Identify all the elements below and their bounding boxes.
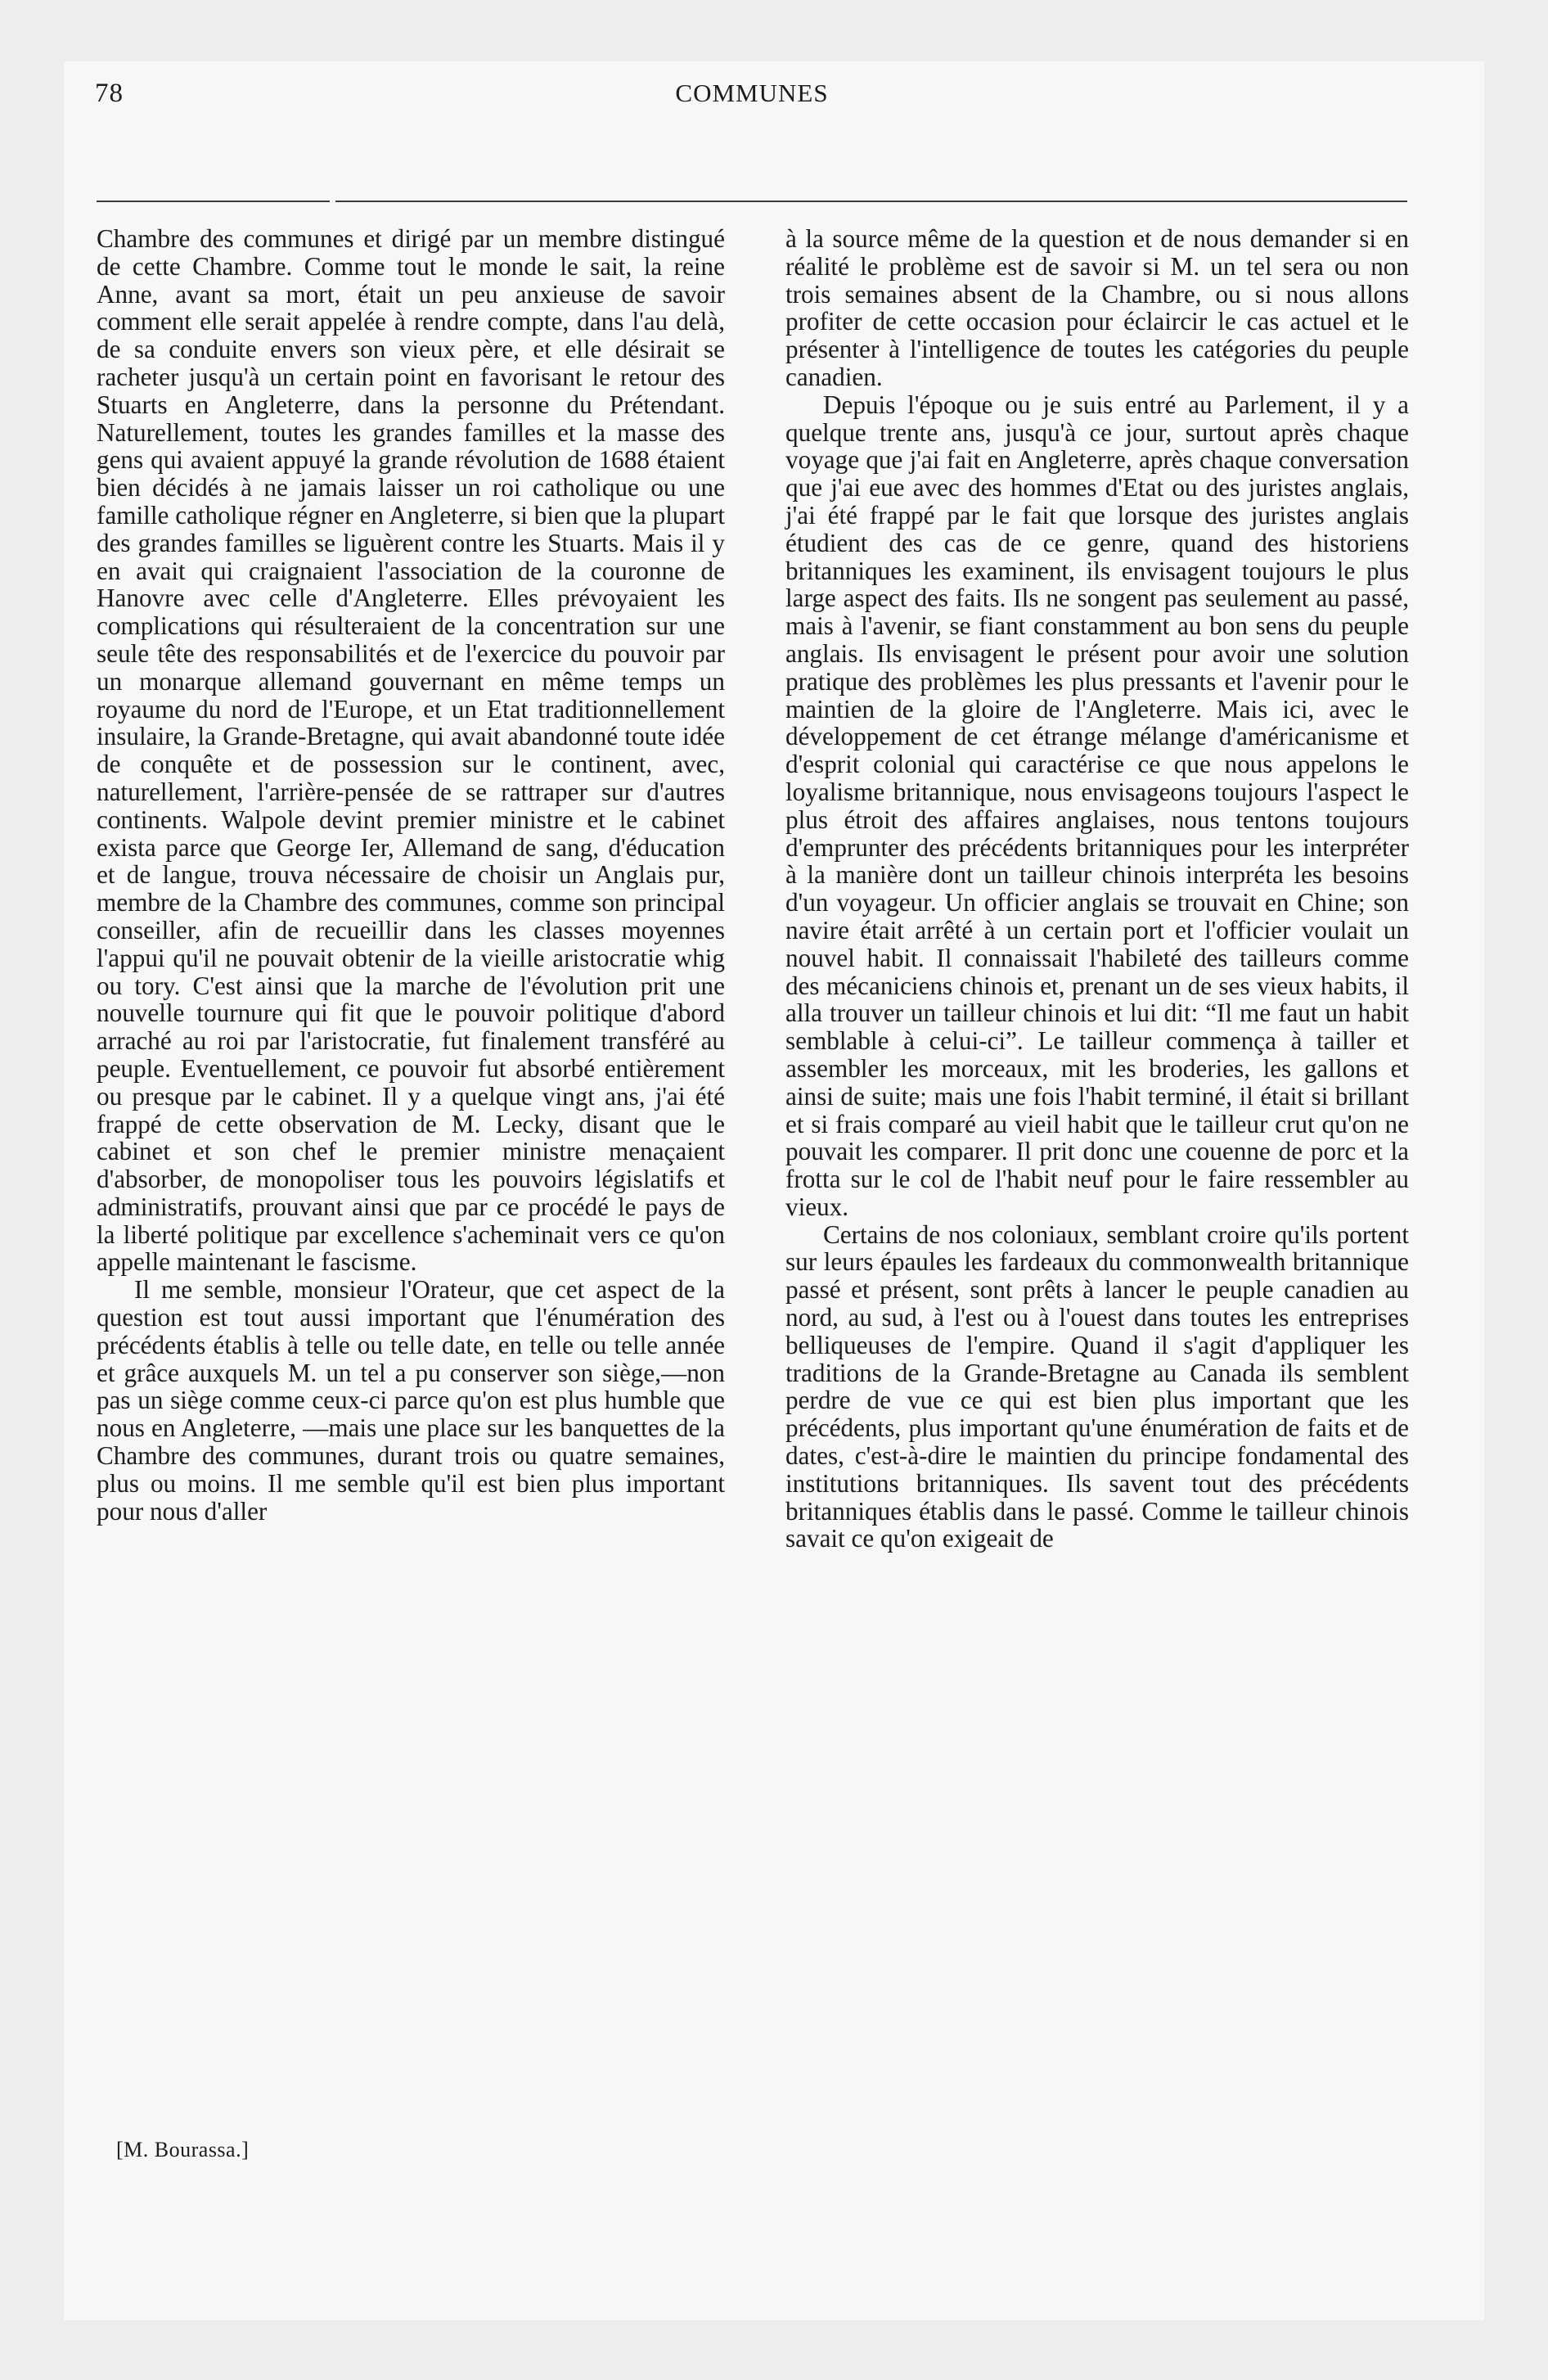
paragraph: Certains de nos coloniaux, semblant croire qu'ils portent sur leurs épaules les fardeaux du commonwealth britannique passé et présent, sont prêts à lancer le peuple canadien au nord, au sud, à l'est ou à l'ouest dans toutes les entreprises belliqueuses de l'empire. Quand il s'agit d'appliquer les traditions de la Grande-Bretagne au Canada ils semblent perdre de vue ce qui est bien plus important que les précédents, plus important qu'une énumération de faits et de dates, c'est-à-dire le maintien du principe fondamental des institutions britanniques. Ils savent tout des précédents britanniques établis dans le passé. Comme le tailleur chinois savait ce qu'on exigeait de: [785, 1219, 1409, 1553]
page-number: 78: [95, 79, 124, 108]
left-column: [97, 225, 725, 1525]
header-rule-left: [97, 201, 330, 202]
running-head: COMMUNES: [675, 79, 829, 107]
paragraph: Il me semble, monsieur l'Orateur, que cet aspect de la question est tout aussi important que l'énumération des précédents établis à telle ou telle date, en telle ou telle année et grâce auxquels M. un tel a pu conserver son siège,—non pas un siège comme ceux-ci parce qu'on est plus humble que nous en Angleterre, —mais une place sur les banquettes de la Chambre des communes, durant trois ou quatre semaines, plus ou moins. Il me semble qu'il est bien plus important pour nous d'aller: [97, 1275, 725, 1526]
paragraph: Depuis l'époque ou je suis entré au Parlement, il y a quelque trente ans, jusqu'à ce jour, surtout après chaque voyage que j'ai fait en Angleterre, après chaque conversation que j'ai eue avec des hommes d'Etat ou des juristes anglais, j'ai été frappé par le fait que lorsque des juristes anglais étudient des cas de ce genre, quand des historiens britanniques les examinent, ils envisagent toujours le plus large aspect des faits. Ils ne songent pas seulement au passé, mais à l'avenir, se fiant constamment au bon sens du peuple anglais. Ils envisagent le présent pour avoir une solution pratique des problèmes les plus pressants et l'avenir pour le maintien de la gloire de l'Angleterre. Mais ici, avec le développement de cet étrange mélange d'américanisme et d'esprit colonial qui caractérise ce que nous appelons le loyalisme britannique, nous envisageons toujours l'aspect le plus étroit des affaires anglaises, nous tentons toujours d'emprunter des précédents britanniques pour les interpréter à la manière dont un tailleur chinois interpréta les besoins d'un voyageur. Un officier anglais se trouvait en Chine; son navire était arrêté à un certain port et l'officier voulait un nouvel habit. Il connaissait l'habileté des tailleurs comme des mécaniciens chinois et, prenant un de ses vieux habits, il alla trouver un tailleur chinois et lui dit: “Il me faut un habit semblable à celui-ci”. Le tailleur commença à tailler et assembler les morceaux, mit les broderies, les gallons et ainsi de suite; mais une fois l'habit terminé, il était si brillant et si frais comparé au vieil habit que le tailleur crut qu'on ne pouvait les comparer. Il prit donc une couenne de porc et la frotta sur le col de l'habit neuf pour le faire ressembler au vieux.: [785, 390, 1409, 1221]
header-rule-right: [335, 201, 1407, 202]
page-header: [95, 79, 1409, 128]
paragraph: à la source même de la question et de nous demander si en réalité le problème est de savoir si M. un tel sera ou non trois semaines absent de la Chambre, ou si nous allons profiter de cette occasion pour éclaircir le cas actuel et le présenter à l'intelligence de toutes les catégories du peuple canadien.: [785, 224, 1409, 391]
speaker-attribution: [M. Bourassa.]: [116, 2138, 250, 2161]
right-column: [785, 225, 1409, 1553]
paragraph: Chambre des communes et dirigé par un membre distingué de cette Chambre. Comme tout le monde le sait, la reine Anne, avant sa mort, était un peu anxieuse de savoir comment elle serait appelée à rendre compte, dans l'au delà, de sa conduite envers son vieux père, et elle désirait se racheter jusqu'à un certain point en favorisant le retour des Stuarts en Angleterre, dans la personne du Prétendant. Naturellement, toutes les grandes familles et la masse des gens qui avaient appuyé la grande révolution de 1688 étaient bien décidés à ne jamais laisser un roi catholique ou une famille catholique régner en Angleterre, si bien que la plupart des grandes familles se liguèrent contre les Stuarts. Mais il y en avait qui craignaient l'association de la couronne de Hanovre avec celle d'Angleterre. Elles prévoyaient les complications qui résulteraient de la concentration sur une seule tête des responsabilités et de l'exercice du pouvoir par un monarque allemand gouvernant en même temps un royaume du nord de l'Europe, et un Etat traditionnellement insulaire, la Grande-Bretagne, qui avait abandonné toute idée de conquête et de possession sur le continent, avec, naturellement, l'arrière-pensée de se rattraper sur d'autres continents. Walpole devint premier ministre et le cabinet exista parce que George Ier, Allemand de sang, d'éducation et de langue, trouva nécessaire de choisir un Anglais pur, membre de la Chambre des communes, comme son principal conseiller, afin de recueillir dans les classes moyennes l'appui qu'il ne pouvait obtenir de la vieille aristocratie whig ou tory. C'est ainsi que la marche de l'évolution prit une nouvelle tournure qui fit que le pouvoir politique d'abord arraché au roi par l'aristocratie, fut finalement transféré au peuple. Eventuellement, ce pouvoir fut absorbé entièrement ou presque par le cabinet. Il y a quelque vingt ans, j'ai été frappé de cette observation de M. Lecky, disant que le cabinet et son chef le premier ministre menaçaient d'absorber, de monopoliser tous les pouvoirs législatifs et administratifs, prouvant ainsi que par ce procédé le pays de la liberté politique par excellence s'acheminait vers ce qu'on appelle maintenant le fascisme.: [97, 224, 725, 1277]
